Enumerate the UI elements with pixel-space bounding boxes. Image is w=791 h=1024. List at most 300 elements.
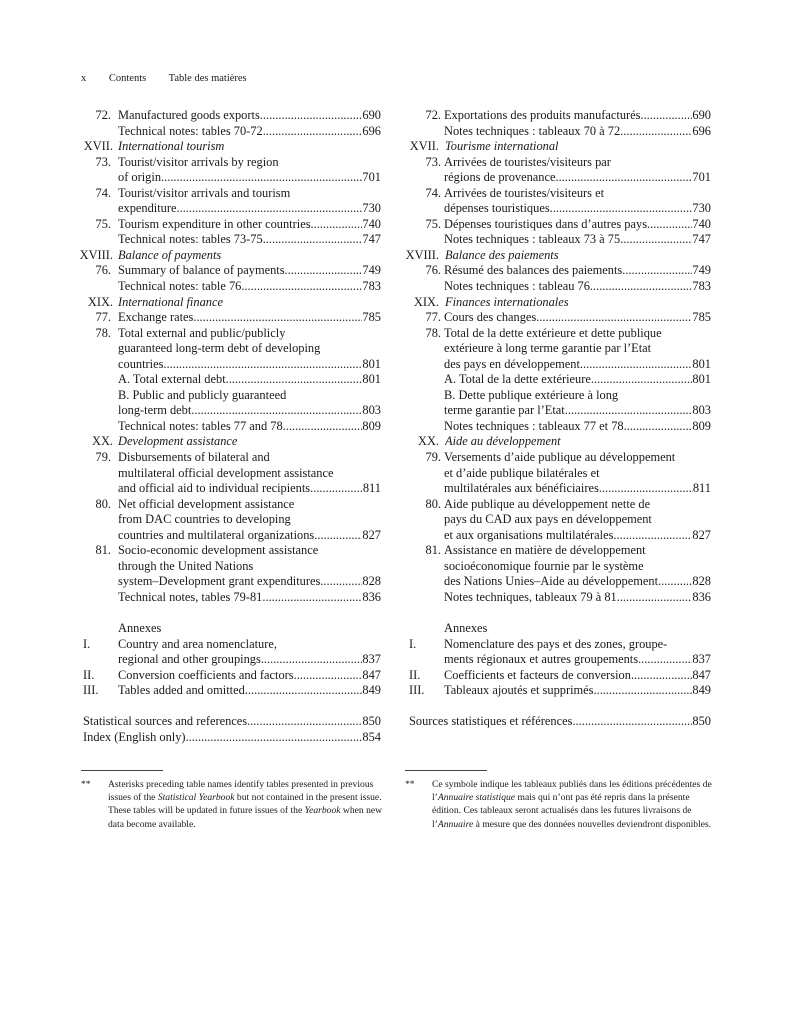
toc-entry-title: expenditure <box>118 201 177 216</box>
toc-page-number: 701 <box>362 170 381 185</box>
toc-entry-title: Disbursements of bilateral and <box>118 450 270 465</box>
toc-entry-title: from DAC countries to developing <box>118 512 291 527</box>
toc-page-number: 801 <box>692 372 711 387</box>
toc-cont-line <box>405 652 711 668</box>
dot-leader <box>263 232 363 248</box>
toc-entry-title: Manufactured goods exports <box>118 108 260 122</box>
toc-entry-line <box>405 450 711 466</box>
toc-entry-title: Socio-economic development assistance <box>118 543 319 558</box>
toc-page-number: 849 <box>692 683 711 698</box>
blank-line <box>405 699 711 715</box>
toc-cont-line <box>81 481 381 497</box>
toc-entry-line <box>405 217 711 233</box>
footnote-text: but not contained in the present issue. These tables will be updated in future issues of the <box>108 792 382 817</box>
dot-leader <box>631 668 692 684</box>
dot-leader <box>613 528 692 544</box>
toc-entry-title: Assistance en matière de développement <box>444 543 646 558</box>
toc-entry-line <box>405 186 711 202</box>
entry-number: 76. <box>425 263 441 278</box>
toc-entry-title: Tableaux ajoutés et supprimés <box>444 683 594 698</box>
entry-number: 80. <box>95 496 111 511</box>
entry-number: 78. <box>425 325 441 340</box>
entry-number: 75. <box>95 216 111 231</box>
dot-leader <box>580 357 692 373</box>
dot-leader <box>241 279 362 295</box>
annex-numeral: III. <box>409 683 425 698</box>
toc-page-number: 801 <box>362 356 381 371</box>
toc-cont-line <box>405 341 711 357</box>
footnote-text: when new data become available. <box>108 805 383 830</box>
toc-entry-title: regional and other groupings <box>118 652 261 667</box>
toc-cont-line <box>405 124 711 140</box>
toc-entry-title: des Nations Unies–Aide au développement <box>444 574 659 589</box>
entry-number: 81. <box>95 543 111 558</box>
toc-section-line <box>81 295 381 311</box>
footnote-french <box>405 778 713 831</box>
toc-entry-row <box>409 714 711 730</box>
toc-cont-line <box>81 232 381 248</box>
toc-entry-row <box>444 590 711 606</box>
toc-entry-title: guaranteed long-term debt of developing <box>118 341 321 356</box>
blank-line <box>405 606 711 622</box>
toc-entry-row <box>118 201 381 217</box>
dot-leader <box>260 108 363 124</box>
toc-entry-row <box>444 419 711 435</box>
annexes-heading: Annexes <box>118 621 162 636</box>
toc-cont-line <box>81 341 381 357</box>
toc-cont-line <box>405 372 711 388</box>
toc-entry-title: et d’aide publique bilatérales et <box>444 465 600 480</box>
toc-entry-line <box>405 543 711 559</box>
annex-numeral: II. <box>409 667 421 682</box>
toc-entry-row <box>444 481 711 497</box>
dot-leader <box>555 170 692 186</box>
entry-number: 74. <box>425 185 441 200</box>
toc-page-number: 783 <box>692 279 711 294</box>
toc-entry-title: régions de provenance <box>444 170 556 185</box>
dot-leader <box>590 279 693 295</box>
toc-cont-line <box>405 232 711 248</box>
toc-entry-line <box>81 450 381 466</box>
footnote-english <box>81 778 386 831</box>
toc-cont-line <box>81 466 381 482</box>
toc-cont-line <box>81 124 381 140</box>
dot-leader <box>261 652 363 668</box>
toc-cont-line <box>405 559 711 575</box>
entry-number: 72. <box>425 108 441 122</box>
toc-entry-title: of origin <box>118 170 162 185</box>
toc-entry-row <box>444 170 711 186</box>
toc-entry-title: and official aid to individual recipients <box>118 481 311 496</box>
dot-leader <box>311 217 363 233</box>
toc-page-number: 749 <box>692 263 711 278</box>
toc-page-number: 690 <box>692 108 711 122</box>
toc-section-line <box>81 139 381 155</box>
section-numeral: XIX. <box>87 294 113 309</box>
toc-entry-title: Technical notes, tables 79-81 <box>118 589 263 604</box>
footnote-text: Asterisks preceding table names identify tables presented in previous issues of the <box>108 779 374 804</box>
toc-cont-line <box>405 279 711 295</box>
dot-leader <box>658 574 692 590</box>
header-contents: Contents <box>108 73 147 84</box>
toc-entry-title: Technical notes: tables 73-75 <box>118 232 263 247</box>
toc-entry-line <box>405 326 711 342</box>
entry-number: 72. <box>95 108 111 122</box>
dot-leader <box>624 419 693 435</box>
toc-entry-row <box>444 310 711 326</box>
toc-entry-title: Total external and public/publicly <box>118 325 286 340</box>
toc-cont-line <box>405 466 711 482</box>
annex-numeral: II. <box>83 667 95 682</box>
dot-leader <box>283 419 363 435</box>
toc-cont-line <box>81 574 381 590</box>
dot-leader <box>177 201 363 217</box>
toc-page-number: 690 <box>362 108 381 122</box>
toc-page-number: 811 <box>692 481 711 496</box>
toc-entry-row <box>444 124 711 140</box>
toc-entry-row <box>444 201 711 217</box>
toc-entry-title: Dépenses touristiques dans d’autres pays <box>444 216 648 231</box>
toc-entry-title: Notes techniques : tableaux 70 à 72 <box>444 123 621 138</box>
toc-entry-row <box>118 652 381 668</box>
dot-leader <box>572 714 692 730</box>
toc-page-number: 785 <box>362 310 381 325</box>
toc-entry-title: Exchange rates <box>118 310 194 325</box>
dot-leader <box>263 124 363 140</box>
entry-number: 76. <box>95 263 111 278</box>
toc-entry-line <box>405 497 711 513</box>
toc-cont-line <box>405 388 711 404</box>
toc-entry-row <box>118 574 381 590</box>
toc-entry-title: Notes techniques : tableaux 77 et 78 <box>444 418 624 433</box>
toc-annex-line <box>81 668 381 684</box>
toc-entry-row <box>118 357 381 373</box>
toc-entry-title: ments régionaux et autres groupements <box>444 652 639 667</box>
toc-page-number: 803 <box>692 403 711 418</box>
dot-leader <box>285 263 363 279</box>
toc-entry-row <box>118 217 381 233</box>
dot-leader <box>591 372 693 388</box>
toc-entry-line <box>81 263 381 279</box>
toc-entry-row <box>118 683 381 699</box>
toc-entry-line <box>81 310 381 326</box>
toc-cont-line <box>81 419 381 435</box>
toc-page-number: 828 <box>362 574 381 589</box>
toc-entry-title: Notes techniques : tableaux 73 à 75 <box>444 232 621 247</box>
toc-entry-title: extérieure à long terme garantie par l’Etat <box>444 341 652 356</box>
toc-entry-row <box>118 279 381 295</box>
toc-entry-title: Versements d’aide publique au développement <box>444 450 676 465</box>
section-title: Development assistance <box>118 434 238 449</box>
toc-cont-line <box>81 403 381 419</box>
toc-entry-row <box>83 730 381 746</box>
section-numeral: XVIII. <box>79 247 113 262</box>
toc-section-line <box>405 295 711 311</box>
toc-entry-title: Coefficients et facteurs de conversion <box>444 667 631 682</box>
toc-entry-title: Aide publique au développement nette de <box>444 496 651 511</box>
toc-annex-line <box>405 637 711 653</box>
toc-entry-title: Exportations des produits manufacturés <box>444 108 641 122</box>
toc-entry-row <box>444 217 711 233</box>
toc-entry-row <box>118 590 381 606</box>
footnote-divider <box>405 770 487 771</box>
dot-leader <box>314 528 362 544</box>
toc-cont-line <box>81 170 381 186</box>
toc-cont-line <box>81 528 381 544</box>
toc-page-number: 827 <box>362 527 381 542</box>
toc-page-number: 740 <box>692 216 711 231</box>
toc-cont-line <box>81 652 381 668</box>
toc-entry-title: Country and area nomenclature, <box>118 636 277 651</box>
toc-page-number: 696 <box>362 123 381 138</box>
entry-number: 81. <box>425 543 441 558</box>
toc-page-number: 730 <box>692 201 711 216</box>
dot-leader <box>594 683 693 699</box>
toc-heading-line <box>81 621 381 637</box>
toc-page-number: 828 <box>692 574 711 589</box>
dot-leader <box>536 310 692 326</box>
toc-entry-row <box>444 528 711 544</box>
toc-page-number: 850 <box>362 714 381 729</box>
toc-page-number: 837 <box>362 652 381 667</box>
toc-entry-title: Notes techniques : tableau 76 <box>444 279 590 294</box>
toc-cont-line <box>81 279 381 295</box>
toc-page-number: 730 <box>362 201 381 216</box>
toc-cont-line <box>405 590 711 606</box>
toc-entry-title: terme garantie par l’Etat <box>444 403 565 418</box>
dot-leader <box>294 668 363 684</box>
toc-cont-line <box>405 419 711 435</box>
toc-entry-row <box>118 310 381 326</box>
footnote-marker: ** <box>81 779 91 790</box>
toc-entry-title: A. Total de la dette extérieure <box>444 372 591 387</box>
toc-top-line <box>405 714 711 730</box>
toc-entry-title: multilateral official development assistance <box>118 465 334 480</box>
toc-entry-row <box>118 668 381 684</box>
toc-heading-line <box>405 621 711 637</box>
toc-entry-row <box>118 108 381 124</box>
section-title: Tourisme international <box>445 139 559 154</box>
section-title: International finance <box>118 294 223 309</box>
toc-entry-title: countries and multilateral organizations <box>118 527 315 542</box>
footnote-title: Annuaire <box>437 818 474 830</box>
dot-leader <box>186 730 363 746</box>
blank-line <box>81 699 381 715</box>
dot-leader <box>599 481 693 497</box>
entry-number: 75. <box>425 216 441 231</box>
toc-entry-title: B. Dette publique extérieure à long <box>444 387 619 402</box>
toc-entry-title: Statistical sources and references <box>83 714 248 729</box>
toc-entry-title: Net official development assistance <box>118 496 295 511</box>
toc-cont-line <box>405 357 711 373</box>
toc-page-number: 801 <box>362 372 381 387</box>
toc-entry-row <box>118 372 381 388</box>
toc-cont-line <box>405 201 711 217</box>
entry-number: 79. <box>95 450 111 465</box>
toc-page-number: 854 <box>362 729 381 744</box>
dot-leader <box>310 481 363 497</box>
toc-page-number: 696 <box>692 123 711 138</box>
toc-entry-row <box>444 574 711 590</box>
section-title: Aide au développement <box>445 434 561 449</box>
footnote-title: Statistical Yearbook <box>157 792 235 804</box>
toc-entry-row <box>118 124 381 140</box>
toc-page-number: 749 <box>362 263 381 278</box>
toc-entry-row <box>118 481 381 497</box>
dot-leader <box>617 590 693 606</box>
toc-entry-title: countries <box>118 356 164 371</box>
entry-number: 74. <box>95 185 111 200</box>
footnote-text: à mesure que des données nouvelles deviendront disponibles. <box>473 818 712 830</box>
toc-entry-title: Cours des changes <box>444 310 537 325</box>
toc-entry-title: Notes techniques, tableaux 79 à 81 <box>444 589 617 604</box>
toc-entry-row <box>444 263 711 279</box>
toc-french-column <box>405 108 711 730</box>
toc-entry-line <box>405 155 711 171</box>
toc-page-number: 850 <box>692 714 711 729</box>
toc-entry-title: Index (English only) <box>83 729 186 744</box>
toc-entry-title: Conversion coefficients and factors <box>118 667 294 682</box>
entry-number: 77. <box>95 310 111 325</box>
toc-entry-row <box>118 170 381 186</box>
toc-entry-line <box>81 186 381 202</box>
toc-section-line <box>405 434 711 450</box>
toc-entry-title: Tourist/visitor arrivals by region <box>118 154 279 169</box>
footnote-divider <box>81 770 163 771</box>
section-numeral: XX. <box>92 434 113 449</box>
footnote-text: mais qui n’ont pas été repris dans la présente édition. Ces tableaux seront actualisés dans les futures livraisons de l’ <box>432 792 692 830</box>
toc-page-number: 747 <box>362 232 381 247</box>
toc-cont-line <box>405 170 711 186</box>
toc-entry-row <box>444 683 711 699</box>
blank-line <box>81 606 381 622</box>
toc-entry-row <box>444 403 711 419</box>
toc-entry-row <box>444 232 711 248</box>
toc-entry-row <box>83 714 381 730</box>
toc-cont-line <box>81 512 381 528</box>
toc-entry-row <box>118 419 381 435</box>
toc-entry-row <box>444 108 711 124</box>
toc-entry-title: pays du CAD aux pays en développement <box>444 512 652 527</box>
toc-entry-title: multilatérales aux bénéficiaires <box>444 481 599 496</box>
toc-entry-title: socioéconomique fournie par le système <box>444 558 644 573</box>
toc-entry-row <box>444 357 711 373</box>
dot-leader <box>161 170 362 186</box>
toc-top-line <box>81 730 381 746</box>
toc-page-number: 809 <box>692 418 711 433</box>
toc-cont-line <box>81 388 381 404</box>
dot-leader <box>640 108 692 124</box>
toc-page-number: 701 <box>692 170 711 185</box>
toc-entry-title: through the United Nations <box>118 558 254 573</box>
section-title: Balance des paiements <box>445 247 559 262</box>
footnote-text: Ce symbole indique les tableaux publiés dans les éditions précédentes de l’ <box>432 779 712 804</box>
toc-page-number: 740 <box>362 216 381 231</box>
entry-number: 80. <box>425 496 441 511</box>
toc-top-line <box>81 714 381 730</box>
toc-english-column <box>81 108 381 745</box>
toc-entry-title: Nomenclature des pays et des zones, groupe- <box>444 636 668 651</box>
section-title: International tourism <box>118 139 225 154</box>
toc-cont-line <box>405 512 711 528</box>
toc-entry-title: Technical notes: tables 77 and 78 <box>118 418 283 433</box>
header-table-des-matieres: Table des matières <box>168 73 247 84</box>
dot-leader <box>163 357 362 373</box>
toc-cont-line <box>81 357 381 373</box>
annex-numeral: III. <box>83 683 99 698</box>
toc-entry-row <box>444 372 711 388</box>
toc-entry-title: dépenses touristiques <box>444 201 550 216</box>
toc-cont-line <box>405 574 711 590</box>
dot-leader <box>247 714 362 730</box>
toc-entry-line <box>405 263 711 279</box>
page-header <box>81 73 267 84</box>
toc-section-line <box>81 434 381 450</box>
dot-leader <box>191 403 362 419</box>
toc-page-number: 803 <box>362 403 381 418</box>
dot-leader <box>622 263 692 279</box>
toc-cont-line <box>405 528 711 544</box>
toc-entry-title: Tourism expenditure in other countries <box>118 216 311 231</box>
toc-annex-line <box>405 683 711 699</box>
toc-page-number: 783 <box>362 279 381 294</box>
toc-entry-line <box>81 497 381 513</box>
toc-page-number: 836 <box>692 589 711 604</box>
section-numeral: XVIII. <box>405 247 439 262</box>
toc-entry-title: Tourist/visitor arrivals and tourism <box>118 185 291 200</box>
toc-page-number: 836 <box>362 589 381 604</box>
footnote-title: Annuaire statistique <box>437 792 516 804</box>
toc-page-number: 847 <box>362 667 381 682</box>
entry-number: 79. <box>425 450 441 465</box>
toc-entry-line <box>405 108 711 124</box>
toc-entry-title: Arrivées de touristes/visiteurs et <box>444 185 605 200</box>
toc-section-line <box>405 248 711 264</box>
dot-leader <box>647 217 692 233</box>
section-title: Balance of payments <box>118 247 222 262</box>
dot-leader <box>620 232 692 248</box>
toc-section-line <box>81 248 381 264</box>
section-numeral: XVII. <box>409 139 439 154</box>
toc-entry-title: A. Total external debt <box>118 372 226 387</box>
toc-cont-line <box>81 559 381 575</box>
annex-numeral: I. <box>409 636 417 651</box>
annex-numeral: I. <box>83 636 91 651</box>
toc-entry-row <box>118 403 381 419</box>
toc-entry-row <box>444 652 711 668</box>
footnote-title: Yearbook <box>304 805 341 817</box>
toc-entry-line <box>81 108 381 124</box>
dot-leader <box>320 574 362 590</box>
toc-entry-line <box>81 155 381 171</box>
section-title: Finances internationales <box>445 294 569 309</box>
toc-page-number: 837 <box>692 652 711 667</box>
footnote-marker: ** <box>405 779 415 790</box>
toc-entry-row <box>118 232 381 248</box>
dot-leader <box>193 310 362 326</box>
toc-entry-line <box>81 326 381 342</box>
dot-leader <box>226 372 363 388</box>
toc-entry-title: Résumé des balances des paiements <box>444 263 623 278</box>
section-numeral: XVII. <box>83 139 113 154</box>
toc-page-number: 811 <box>362 481 381 496</box>
toc-entry-title: Technical notes: table 76 <box>118 279 242 294</box>
entry-number: 77. <box>425 310 441 325</box>
toc-page-number: 785 <box>692 310 711 325</box>
toc-cont-line <box>405 403 711 419</box>
dot-leader <box>550 201 693 217</box>
toc-page-number: 801 <box>692 356 711 371</box>
